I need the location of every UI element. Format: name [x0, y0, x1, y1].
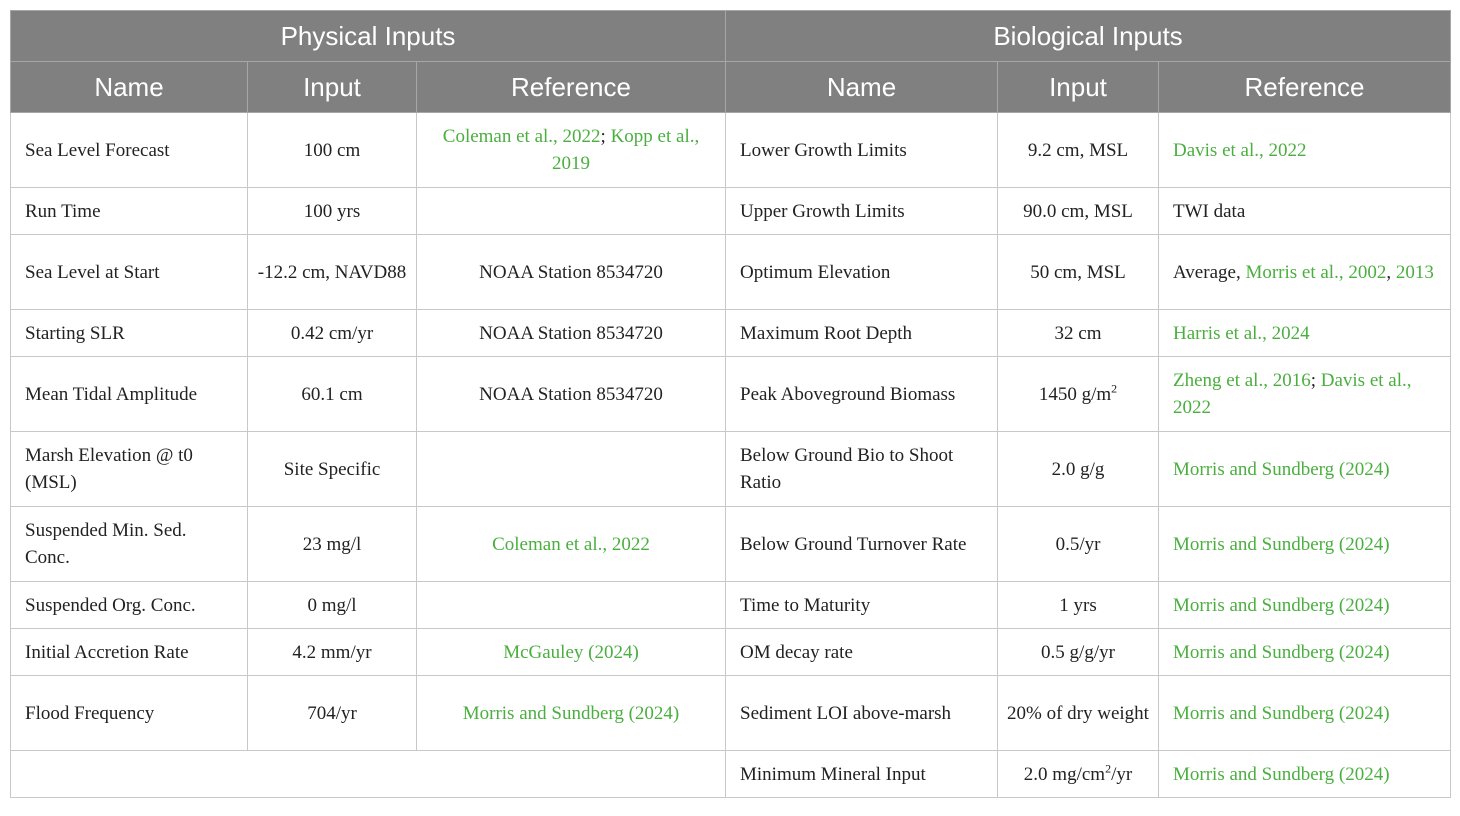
physical-reference-cell [417, 188, 726, 235]
column-header-reference: Reference [417, 62, 726, 113]
physical-input-cell: 0.42 cm/yr [248, 310, 417, 357]
inputs-table [10, 10, 1451, 798]
reference-link[interactable]: McGauley (2024) [417, 629, 726, 676]
physical-reference-cell: NOAA Station 8534720 [417, 235, 726, 310]
reference-link[interactable]: Morris et al., 2002 [1245, 261, 1387, 283]
physical-input-cell: 100 cm [248, 113, 417, 188]
physical-input-cell: Site Specific [248, 432, 417, 507]
biological-name-cell: Time to Maturity [726, 582, 998, 629]
biological-name-cell: Below Ground Bio to Shoot Ratio [726, 432, 998, 507]
biological-input-cell: 90.0 cm, MSL [998, 188, 1159, 235]
biological-input-cell [998, 357, 1159, 432]
table-row [11, 582, 1451, 629]
reference-link[interactable]: Harris et al., 2024 [1159, 310, 1451, 357]
biological-name-cell: Sediment LOI above-marsh [726, 676, 998, 751]
table-row [11, 432, 1451, 507]
reference-link[interactable]: Zheng et al., 2016 [1173, 370, 1311, 391]
table-row [11, 751, 1451, 798]
biological-reference-cell: TWI data [1159, 188, 1451, 235]
superscript: 2 [1111, 381, 1118, 396]
biological-inputs-header: Biological Inputs [726, 11, 1451, 62]
biological-input-cell: 20% of dry weight [998, 676, 1159, 751]
biological-name-cell: Peak Aboveground Biomass [726, 357, 998, 432]
physical-name-cell: Sea Level at Start [11, 235, 248, 310]
physical-input-cell: 60.1 cm [248, 357, 417, 432]
biological-name-cell: Optimum Elevation [726, 235, 998, 310]
physical-inputs-header: Physical Inputs [11, 11, 726, 62]
reference-link[interactable]: Davis et al., 2022 [1173, 370, 1412, 418]
reference-link[interactable]: Morris and Sundberg (2024) [1159, 676, 1451, 751]
physical-name-cell: Suspended Org. Conc. [11, 582, 248, 629]
table-row [11, 629, 1451, 676]
biological-name-cell: Lower Growth Limits [726, 113, 998, 188]
input-value: 2.0 mg/cm [1023, 763, 1106, 785]
reference-link[interactable]: Morris and Sundberg (2024) [1159, 582, 1451, 629]
physical-input-cell: 100 yrs [248, 188, 417, 235]
physical-name-cell: Flood Frequency [11, 676, 248, 751]
biological-reference-cell [1159, 357, 1451, 432]
biological-input-cell: 2.0 g/g [998, 432, 1159, 507]
physical-input-cell: -12.2 cm, NAVD88 [248, 235, 417, 310]
physical-input-cell: 704/yr [248, 676, 417, 751]
table-row [11, 507, 1451, 582]
table-row [11, 113, 1451, 188]
physical-name-cell: Sea Level Forecast [11, 113, 248, 188]
physical-reference-cell: NOAA Station 8534720 [417, 310, 726, 357]
reference-link[interactable]: 2013 [1395, 261, 1434, 283]
column-header-input: Input [998, 62, 1159, 113]
physical-reference-cell [417, 432, 726, 507]
biological-input-cell: 9.2 cm, MSL [998, 113, 1159, 188]
biological-name-cell: OM decay rate [726, 629, 998, 676]
reference-link[interactable]: Morris and Sundberg (2024) [1159, 432, 1451, 507]
superscript: 2 [1105, 761, 1112, 776]
physical-input-cell: 0 mg/l [248, 582, 417, 629]
reference-separator: ; [600, 126, 611, 147]
column-header-reference: Reference [1159, 62, 1451, 113]
reference-link[interactable]: Morris and Sundberg (2024) [1159, 507, 1451, 582]
reference-link[interactable]: Morris and Sundberg (2024) [1159, 751, 1451, 798]
empty-physical-cell [11, 751, 726, 798]
physical-name-cell: Suspended Min. Sed. Conc. [11, 507, 248, 582]
physical-reference-cell: NOAA Station 8534720 [417, 357, 726, 432]
table-row [11, 676, 1451, 751]
table-row [11, 310, 1451, 357]
biological-input-cell: 32 cm [998, 310, 1159, 357]
table-row [11, 357, 1451, 432]
biological-input-cell: 0.5 g/g/yr [998, 629, 1159, 676]
physical-name-cell: Starting SLR [11, 310, 248, 357]
reference-link[interactable]: Morris and Sundberg (2024) [1159, 629, 1451, 676]
column-header-input: Input [248, 62, 417, 113]
biological-name-cell: Maximum Root Depth [726, 310, 998, 357]
reference-link[interactable]: Morris and Sundberg (2024) [417, 676, 726, 751]
reference-separator: ; [1310, 370, 1321, 391]
physical-name-cell: Initial Accretion Rate [11, 629, 248, 676]
reference-link[interactable]: Coleman et al., 2022 [417, 507, 726, 582]
physical-input-cell: 4.2 mm/yr [248, 629, 417, 676]
biological-input-cell: 0.5/yr [998, 507, 1159, 582]
reference-link[interactable]: Kopp et al., 2019 [552, 126, 700, 174]
biological-name-cell: Upper Growth Limits [726, 188, 998, 235]
physical-name-cell: Mean Tidal Amplitude [11, 357, 248, 432]
input-value: 1450 g/m [1038, 383, 1112, 405]
table-row [11, 188, 1451, 235]
physical-name-cell: Run Time [11, 188, 248, 235]
column-header-name: Name [11, 62, 248, 113]
biological-name-cell: Minimum Mineral Input [726, 751, 998, 798]
column-header-name: Name [726, 62, 998, 113]
reference-separator: , [1386, 261, 1396, 283]
biological-input-cell: 1 yrs [998, 582, 1159, 629]
biological-reference-cell [1159, 235, 1451, 310]
biological-input-cell: 50 cm, MSL [998, 235, 1159, 310]
physical-reference-cell [417, 113, 726, 188]
reference-prefix: Average, [1173, 261, 1246, 283]
reference-link[interactable]: Coleman et al., 2022 [442, 126, 601, 147]
biological-name-cell: Below Ground Turnover Rate [726, 507, 998, 582]
reference-link[interactable]: Davis et al., 2022 [1159, 113, 1451, 188]
biological-input-cell [998, 751, 1159, 798]
physical-name-cell: Marsh Elevation @ t0 (MSL) [11, 432, 248, 507]
physical-reference-cell [417, 582, 726, 629]
table-row [11, 235, 1451, 310]
input-unit-tail: /yr [1111, 763, 1133, 785]
physical-input-cell: 23 mg/l [248, 507, 417, 582]
